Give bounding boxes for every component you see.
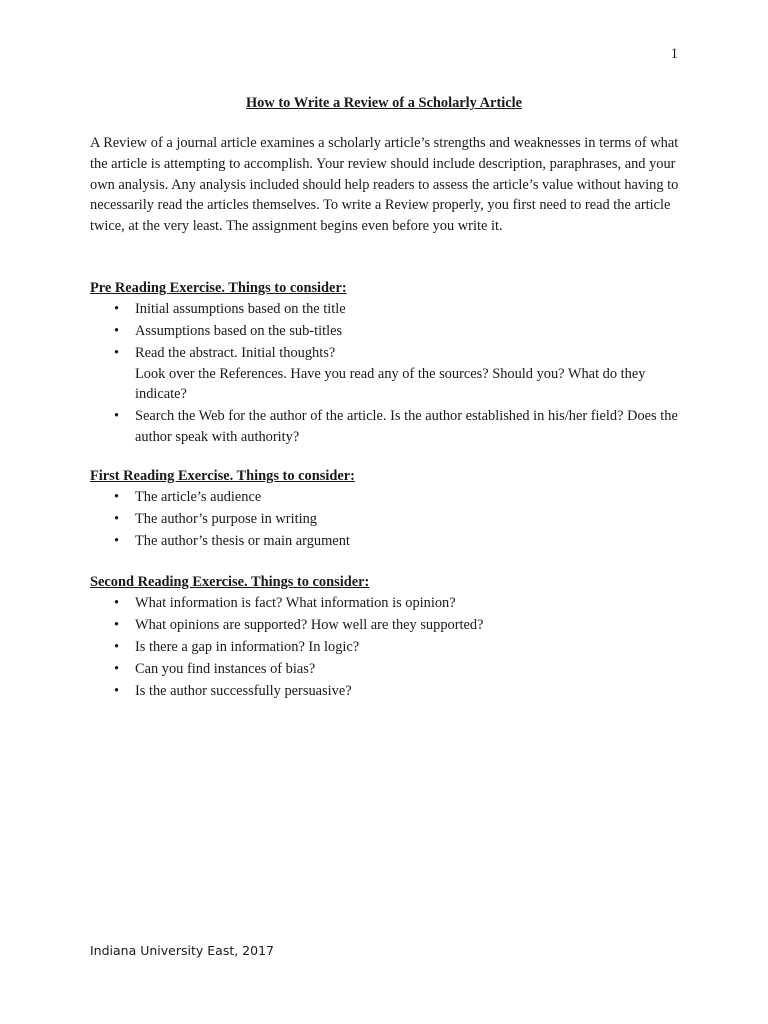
- list-item: [90, 615, 690, 636]
- section-second-reading: [90, 572, 690, 703]
- bullet-icon: •: [114, 322, 120, 339]
- list-item-text: Can you find instances of bias?: [135, 660, 316, 677]
- list-item-text: Assumptions based on the sub-titles: [135, 322, 343, 339]
- bullet-icon: •: [114, 408, 120, 425]
- bullet-icon: •: [114, 532, 120, 549]
- list-item-text: Initial assumptions based on the title: [135, 300, 346, 317]
- list-item-text: Read the abstract. Initial thoughts?: [135, 344, 336, 361]
- list-item: [90, 509, 690, 530]
- bullet-icon: •: [114, 660, 120, 677]
- section-pre-reading: [90, 278, 690, 449]
- list-item: [90, 321, 690, 342]
- bullet-icon: •: [114, 616, 120, 633]
- list-item-note: Look over the References. Have you read any of the sources? Should you? What do they indicate?: [135, 365, 646, 403]
- bullet-list: [90, 593, 690, 702]
- list-item-text: Is the author successfully persuasive?: [135, 682, 352, 699]
- list-item: [90, 299, 690, 320]
- bullet-icon: •: [114, 510, 120, 527]
- list-item-text: Search the Web for the author of the article. Is the author established in his/her field? Does the author speak with authority?: [135, 408, 678, 446]
- page-number: 1: [670, 46, 678, 62]
- page-footer: Indiana University East, 2017: [90, 943, 274, 958]
- bullet-list: [90, 487, 690, 552]
- list-item: [90, 487, 690, 508]
- section-heading: Second Reading Exercise. Things to consider:: [90, 574, 370, 590]
- list-item-text: Is there a gap in information? In logic?: [135, 638, 360, 655]
- bullet-icon: •: [114, 638, 120, 655]
- bullet-icon: •: [114, 682, 120, 699]
- list-item: [90, 343, 690, 405]
- bullet-icon: •: [114, 344, 120, 361]
- list-item: [90, 531, 690, 552]
- list-item-text: The article’s audience: [135, 488, 262, 505]
- list-item: [90, 681, 690, 702]
- intro-paragraph: A Review of a journal article examines a scholarly article’s strengths and weaknesses in terms of what the article is attempting to accomplish. Your review should include description, paraphrases, and your own analysis. Any analysis included should help readers to assess the article’s value without having to necessarily read the articles themselves. To write a Review properly, you first need to read the article twice, at the very least. The assignment begins even before you write it.: [90, 135, 679, 235]
- section-heading: First Reading Exercise. Things to consider:: [90, 468, 355, 484]
- list-item: [90, 659, 690, 680]
- list-item-text: The author’s purpose in writing: [135, 510, 317, 527]
- list-item: [90, 637, 690, 658]
- bullet-list: [90, 299, 690, 448]
- list-item: [90, 593, 690, 614]
- section-heading: Pre Reading Exercise. Things to consider:: [90, 280, 347, 296]
- list-item-text: The author’s thesis or main argument: [135, 532, 350, 549]
- list-item-text: What opinions are supported? How well are they supported?: [135, 616, 484, 633]
- list-item: [90, 406, 690, 448]
- bullet-icon: •: [114, 300, 120, 317]
- bullet-icon: •: [114, 488, 120, 505]
- section-first-reading: [90, 466, 690, 553]
- document-title: How to Write a Review of a Scholarly Article: [245, 95, 523, 111]
- bullet-icon: •: [114, 594, 120, 611]
- list-item-text: What information is fact? What information is opinion?: [135, 594, 456, 611]
